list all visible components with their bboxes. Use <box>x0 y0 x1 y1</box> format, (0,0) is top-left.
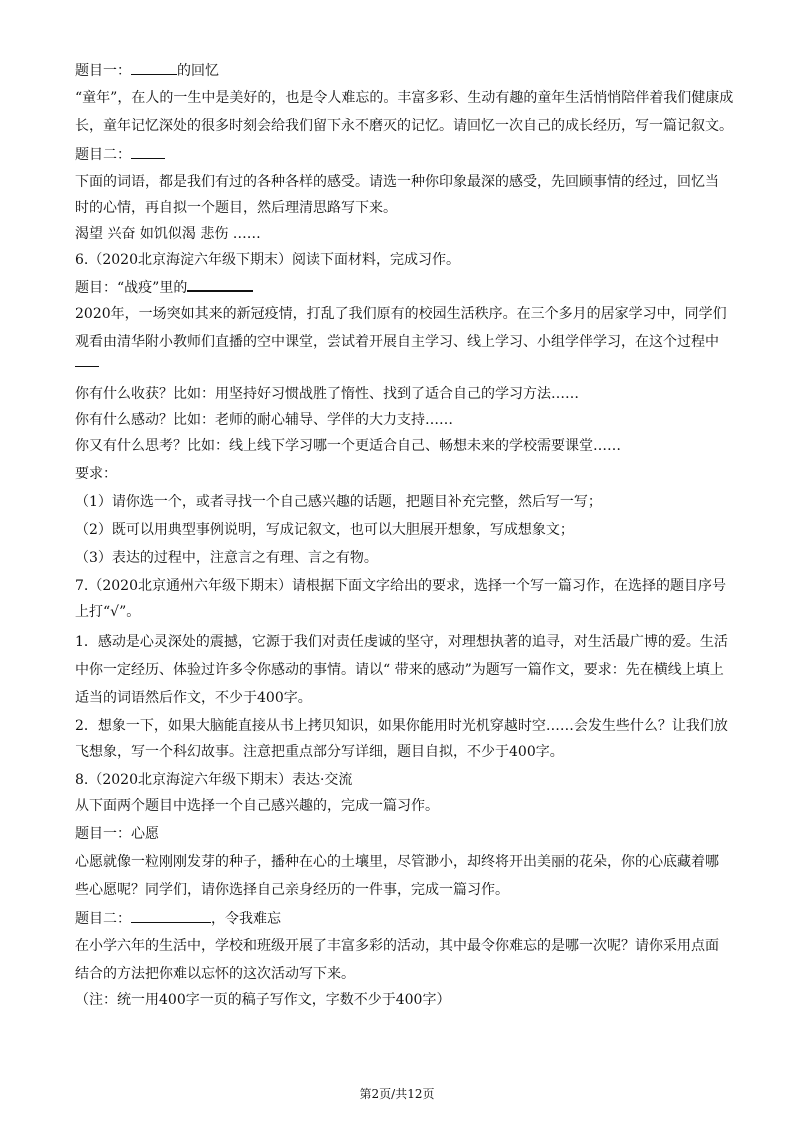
text: 的回忆 <box>177 63 219 79</box>
paragraph-line: 1．感动是心灵深处的震撼，它源于我们对责任虔诚的坚守，对理想执著的追寻，对生活最广博的爱。生活 <box>75 634 728 650</box>
paragraph-line: 2020年，一场突如其来的新冠疫情，打乱了我们原有的校园生活秩序。在三个多月的居家学习中，同学们 <box>75 306 727 322</box>
dash-line <box>75 352 99 373</box>
text: 题目二： <box>75 911 131 927</box>
paragraph-line: 长，童年记忆深处的很多时刻会给我们留下永不磨灭的记忆。请回忆一次自己的成长经历，写一篇记叙文。 <box>75 118 733 134</box>
fill-blank <box>75 352 99 367</box>
text: ，令我难忘 <box>211 911 281 927</box>
paragraph-line: 心愿就像一粒刚刚发芽的种子，播种在心的土壤里，尽管渺小，却终将开出美丽的花朵，你的心底藏着哪 <box>75 854 719 870</box>
paragraph-line: “童年”，在人的一生中是美好的，也是令人难忘的。丰富多彩、生动有趣的童年生活悄悄陪伴着我们健康成 <box>75 90 734 106</box>
text: 题目：“战疫”里的 <box>75 280 188 296</box>
paragraph-line: 2．想象一下，如果大脑能直接从书上拷贝知识，如果你能用时光机穿越时空……会发生些什么？让我们放 <box>75 718 728 734</box>
word-list: 渴望 兴奋 如饥似渴 悲伤 …… <box>75 226 261 242</box>
paragraph-line: 飞想象，写一个科幻故事。注意把重点部分写详细，题目自拟，不少于400字。 <box>75 744 564 760</box>
text: 题目二： <box>75 147 131 163</box>
paragraph-line: 从下面两个题目中选择一个自己感兴趣的，完成一篇习作。 <box>75 798 439 814</box>
paragraph-line: 观看由清华附小教师们直播的空中课堂，尝试着开展自主学习、线上学习、小组学伴学习，在这个过程中 <box>75 334 719 350</box>
topic-two-title <box>75 908 281 929</box>
fill-blank <box>131 60 177 75</box>
text: 题目一： <box>75 63 131 79</box>
paragraph-line: 你有什么感动？比如：老师的耐心辅导、学伴的大力支持…… <box>75 412 453 428</box>
paragraph-line: 时的心情，再自拟一个题目，然后理清思路写下来。 <box>75 200 397 216</box>
fill-blank <box>131 908 211 923</box>
paragraph-line: 你又有什么思考？比如：线上线下学习哪一个更适合自己、畅想未来的学校需要课堂…… <box>75 438 621 454</box>
page-number: 第2页/共12页 <box>359 1087 435 1101</box>
paragraph-line: 些心愿呢？同学们，请你选择自己亲身经历的一件事，完成一篇习作。 <box>75 882 509 898</box>
question-6-title <box>75 276 253 298</box>
question-7-heading: 7.（2020北京通州六年级下期末）请根据下面文字给出的要求，选择一个写一篇习作，在选择的题目序号 <box>75 578 726 594</box>
paragraph-line: 适当的词语然后作文，不少于400字。 <box>75 690 312 706</box>
requirement-item: （1）请你选一个，或者寻找一个自己感兴趣的话题，把题目补充完整，然后写一写； <box>75 494 602 510</box>
question-6-heading: 6.（2020北京海淀六年级下期末）阅读下面材料，完成习作。 <box>75 252 460 268</box>
question-8-heading: 8.（2020北京海淀六年级下期末）表达·交流 <box>75 772 353 788</box>
paragraph-line: 下面的词语，都是我们有过的各种各样的感受。请选一种你印象最深的感受，先回顾事情的经过，回忆当 <box>75 174 719 190</box>
paragraph-line: 在小学六年的生活中，学校和班级开展了丰富多彩的活动，其中最令你难忘的是哪一次呢？请你采用点面 <box>75 938 719 954</box>
topic-one-title <box>75 60 219 81</box>
paragraph-line: 结合的方法把你难以忘怀的这次活动写下来。 <box>75 966 355 982</box>
requirements-heading: 要求： <box>75 466 117 482</box>
fill-blank <box>187 276 253 292</box>
requirement-item: （2）既可以用典型事例说明，写成记叙文，也可以大胆展开想象，写成想象文； <box>75 522 574 538</box>
note-line: （注：统一用400字一页的稿子写作文，字数不少于400字） <box>75 992 451 1008</box>
topic-two-title <box>75 144 165 165</box>
requirement-item: （3）表达的过程中，注意言之有理、言之有物。 <box>75 550 378 566</box>
paragraph-line: 你有什么收获？比如：用坚持好习惯战胜了惰性、找到了适合自己的学习方法…… <box>75 386 579 402</box>
fill-blank <box>131 144 165 159</box>
paragraph-line: 中你一定经历、体验过许多令你感动的事情。请以“ 带来的感动”为题写一篇作文，要求：先在横线上填上 <box>75 662 724 678</box>
topic-one-title: 题目一：心愿 <box>75 826 159 842</box>
paragraph-line: 上打“√”。 <box>75 604 141 620</box>
